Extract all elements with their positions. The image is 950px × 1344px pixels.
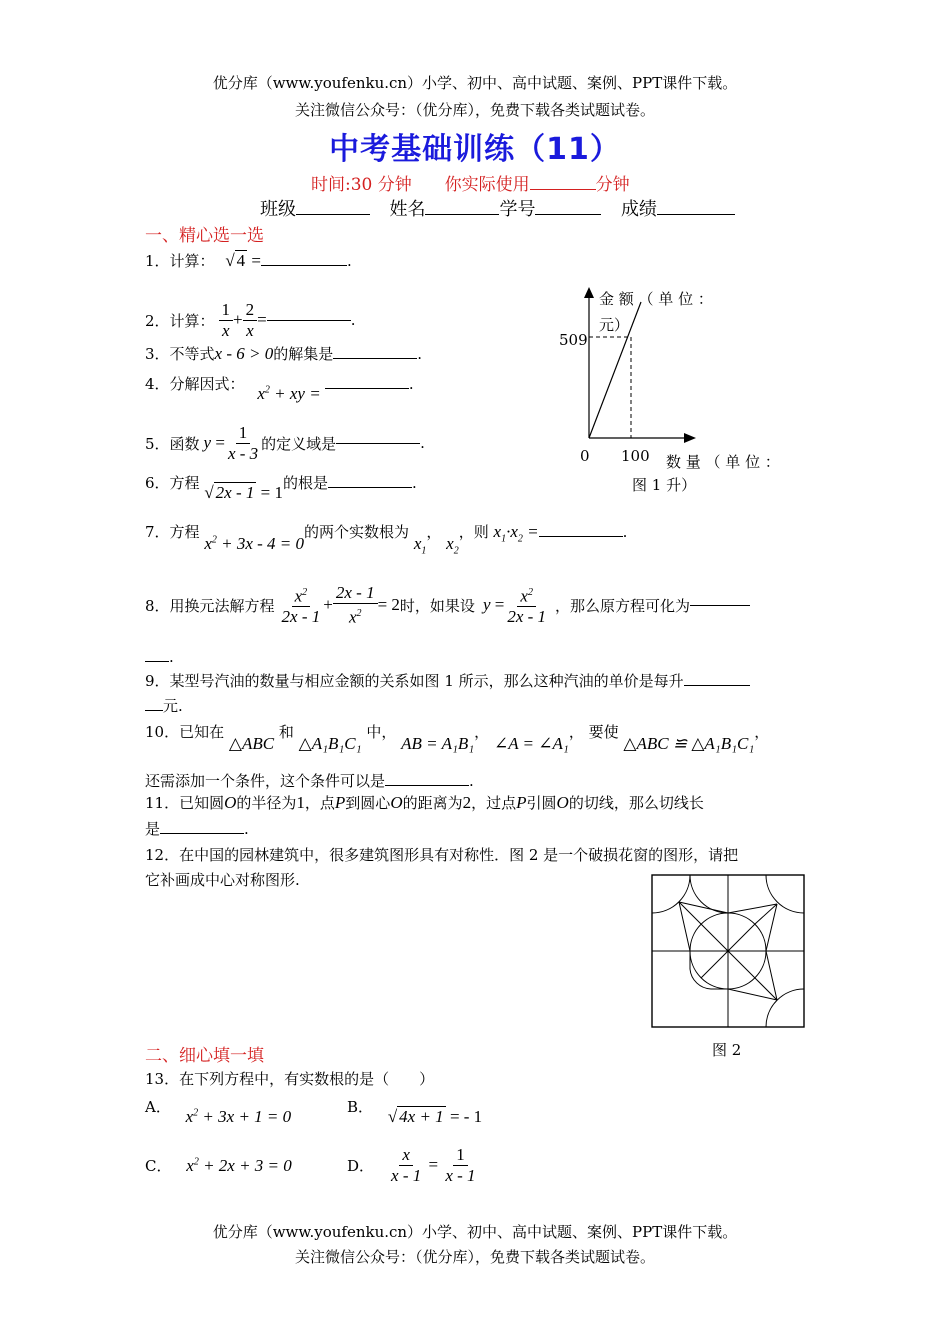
fig1-xlabel: 数 量 （ 单 位 ： — [666, 453, 780, 471]
question-10-cont: 还需添加一个条件，这个条件可以是 . — [145, 772, 474, 790]
y-axis-arrow — [584, 287, 594, 298]
page-title: 中考基础训练（11） — [329, 132, 621, 167]
question-12: 12．在中国的园林建筑中，很多建筑图形具有对称性．图 2 是一个破损花窗的图形，请把 — [145, 846, 739, 864]
fig1-y-value: 509 — [559, 331, 588, 349]
student-info — [260, 195, 735, 221]
question-5: 5．函数 y = $\frac{1}{x - 3}$ 的定义域是 . — [145, 422, 425, 463]
fig1-ylabel: 金 额 （ 单 位 ： — [599, 290, 713, 308]
footer-line-2: 关注微信公众号：（优分库），免费下载各类试题试卷。 — [294, 1248, 655, 1266]
question-10: 10．已知在 △ABC 和 △A₁B₁C₁ 中， AB = A₁B₁， ∠A = ∠A₁， 要使 △ABC ≌ △A₁B₁C₁， — [145, 723, 770, 753]
id-label: 学号 — [499, 199, 536, 220]
footer-line-1: 优分库（www.youfenku.cn）小学、初中、高中试题、案例、PPT课件下载。 — [212, 1223, 738, 1241]
name-field[interactable] — [425, 214, 499, 215]
used-unit: 分钟 — [595, 175, 630, 195]
figure-2-window — [651, 874, 807, 1030]
class-field[interactable] — [296, 214, 370, 215]
question-9-cont: 元. — [145, 695, 183, 716]
class-label: 班级 — [260, 199, 296, 220]
score-label: 成绩 — [620, 199, 657, 220]
time-limit: 时间:30 分钟 — [311, 175, 412, 195]
time-line — [311, 170, 630, 195]
fig2-caption: 图 2 — [712, 1041, 742, 1059]
fig1-origin: 0 — [580, 447, 590, 465]
id-field[interactable] — [535, 214, 601, 215]
question-3: 3．不等式x - 6 > 0的解集是 . — [145, 344, 423, 363]
score-field[interactable] — [657, 214, 735, 215]
question-11: 11．已知圆O的半径为1，点P到圆心O的距离为2，过点P引圆O的切线，那么切线长 — [145, 793, 704, 812]
fig1-ylabel-2: 元） — [599, 316, 630, 334]
header-line-1: 优分库（www.youfenku.cn）小学、初中、高中试题、案例、PPT课件下载。 — [212, 74, 738, 92]
option-a[interactable]: A． $x^2 + 3x + 1 = 0$ — [145, 1098, 292, 1126]
option-d[interactable]: D． $\frac{x}{x - 1}$ = $\frac{1}{x - 1}$ — [347, 1144, 476, 1185]
question-8-cont: . — [145, 648, 174, 666]
question-7: 7．方程 $x^2 + 3x - 4 = 0$的两个实数根为 $x_1$， $x_2$，则 $x_1\cdot x_2$ = . — [145, 522, 628, 557]
x-axis-arrow — [684, 433, 696, 443]
question-9: 9．某型号汽油的数量与相应金额的关系如图 1 所示，那么这种汽油的单价是每升 — [145, 670, 750, 691]
question-13: 13．在下列方程中，有实数根的是（ ） — [145, 1070, 435, 1088]
section-1-heading: 一、精心选一选 — [145, 226, 264, 246]
question-11-cont: 是 . — [145, 820, 249, 838]
section-2-heading: 二、细心填一填 — [145, 1046, 264, 1066]
question-6: 6．方程 √ 2x - 1 = 1的根是 . — [145, 474, 417, 502]
fig1-caption: 图 1 升） — [632, 476, 697, 494]
option-b[interactable]: B． √ 4x + 1 = - 1 — [347, 1098, 483, 1126]
question-4: 4．分解因式： $x^2$ + xy = . — [145, 375, 414, 403]
fig1-x-value: 100 — [621, 447, 650, 465]
used-label: 你实际使用 — [444, 175, 530, 195]
name-label: 姓名 — [389, 199, 426, 220]
option-c[interactable]: C． $x^2 + 2x + 3 = 0$ — [145, 1156, 292, 1175]
question-8: 8．用换元法解方程 $\frac{x^2}{2x - 1}$ + $\frac{2x - 1}{x^2}$ = 2 时，如果设 y = $\frac{x^2}{2x - 1}$ ，那么原方程可化为 — [145, 580, 750, 630]
question-2: 2．计算： $\frac{1}{x}$ + $\frac{2}{x}$ = . — [145, 299, 356, 340]
question-12-cont: 它补画成中心对称图形. — [145, 871, 300, 889]
header-line-2: 关注微信公众号：（优分库），免费下载各类试题试卷。 — [294, 101, 655, 119]
question-1: 1．计算： √ 4 = . — [145, 251, 352, 270]
